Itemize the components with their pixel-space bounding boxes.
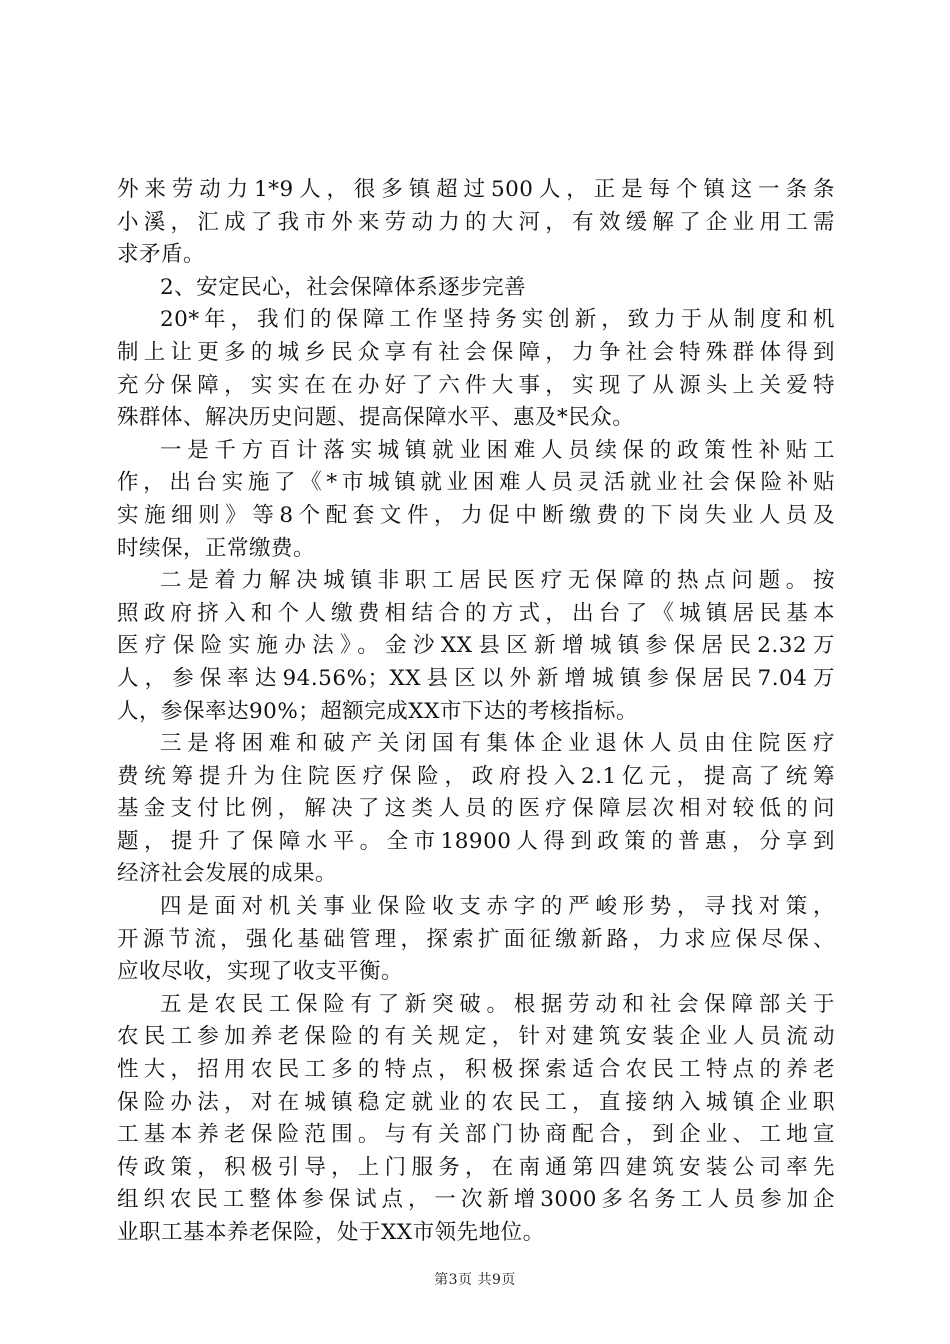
text-line: 题，提升了保障水平。全市18900人得到政策的普惠，分享到 <box>117 828 835 854</box>
text-line: 时续保，正常缴费。 <box>117 535 316 561</box>
text-line: 人，参保率达90%；超额完成XX市下达的考核指标。 <box>117 698 638 724</box>
text-line: 业职工基本养老保险，处于XX市领先地位。 <box>117 1220 545 1245</box>
text-line: 制上让更多的城乡民众享有社会保障，力争社会特殊群体得到 <box>117 339 835 365</box>
text-line: 经济社会发展的成果。 <box>117 861 338 887</box>
text-line: 五是农民工保险有了新突破。根据劳动和社会保障部关于 <box>160 991 835 1017</box>
text-line: 实施细则》等8个配套文件，力促中断缴费的下岗失业人员及 <box>117 502 835 528</box>
text-line: 性大，招用农民工多的特点，积极探索适合农民工特点的养老 <box>117 1057 835 1083</box>
text-line: 人，参保率达94.56%；XX县区以外新增城镇参保居民7.04万 <box>117 665 835 691</box>
text-line: 2、安定民心，社会保障体系逐步完善 <box>160 274 527 300</box>
page-footer: 第3页 共9页 <box>434 1272 516 1288</box>
text-line: 三是将困难和破产关闭国有集体企业退休人员由住院医疗 <box>160 731 835 757</box>
text-line: 保险办法，对在城镇稳定就业的农民工，直接纳入城镇企业职 <box>117 1089 835 1115</box>
text-line: 应收尽收，实现了收支平衡。 <box>117 959 404 985</box>
text-line: 农民工参加养老保险的有关规定，针对建筑安装企业人员流动 <box>117 1024 835 1050</box>
text-line: 医疗保险实施办法》。金沙XX县区新增城镇参保居民2.32万 <box>117 633 835 659</box>
text-line: 开源节流，强化基础管理，探索扩面征缴新路，力求应保尽保、 <box>117 926 835 952</box>
text-line: 作，出台实施了《*市城镇就业困难人员灵活就业社会保险补贴 <box>117 470 835 496</box>
text-line: 求矛盾。 <box>117 242 206 268</box>
text-line: 照政府挤入和个人缴费相结合的方式，出台了《城镇居民基本 <box>117 600 835 626</box>
text-line: 殊群体、解决历史问题、提高保障水平、惠及*民众。 <box>117 405 635 431</box>
text-line: 外来劳动力1*9人，很多镇超过500人，正是每个镇这一条条 <box>117 177 835 202</box>
text-line: 组织农民工整体参保试点，一次新增3000多名务工人员参加企 <box>117 1187 835 1213</box>
text-line: 一是千方百计落实城镇就业困难人员续保的政策性补贴工 <box>160 437 835 463</box>
text-line: 传政策，积极引导，上门服务，在南通第四建筑安装公司率先 <box>117 1154 835 1180</box>
text-line: 费统筹提升为住院医疗保险，政府投入2.1亿元，提高了统筹 <box>117 763 835 789</box>
text-line: 充分保障，实实在在办好了六件大事，实现了从源头上关爱特 <box>117 372 835 398</box>
text-line: 小溪，汇成了我市外来劳动力的大河，有效缓解了企业用工需 <box>117 209 835 235</box>
text-line: 四是面对机关事业保险收支赤字的严峻形势，寻找对策， <box>160 894 835 920</box>
text-line: 工基本养老保险范围。与有关部门协商配合，到企业、工地宣 <box>117 1122 835 1148</box>
document-body <box>117 174 835 1250</box>
text-line: 二是着力解决城镇非职工居民医疗无保障的热点问题。按 <box>160 568 835 594</box>
text-line: 20*年，我们的保障工作坚持务实创新，致力于从制度和机 <box>160 307 835 333</box>
text-line: 基金支付比例，解决了这类人员的医疗保障层次相对较低的问 <box>117 796 835 822</box>
